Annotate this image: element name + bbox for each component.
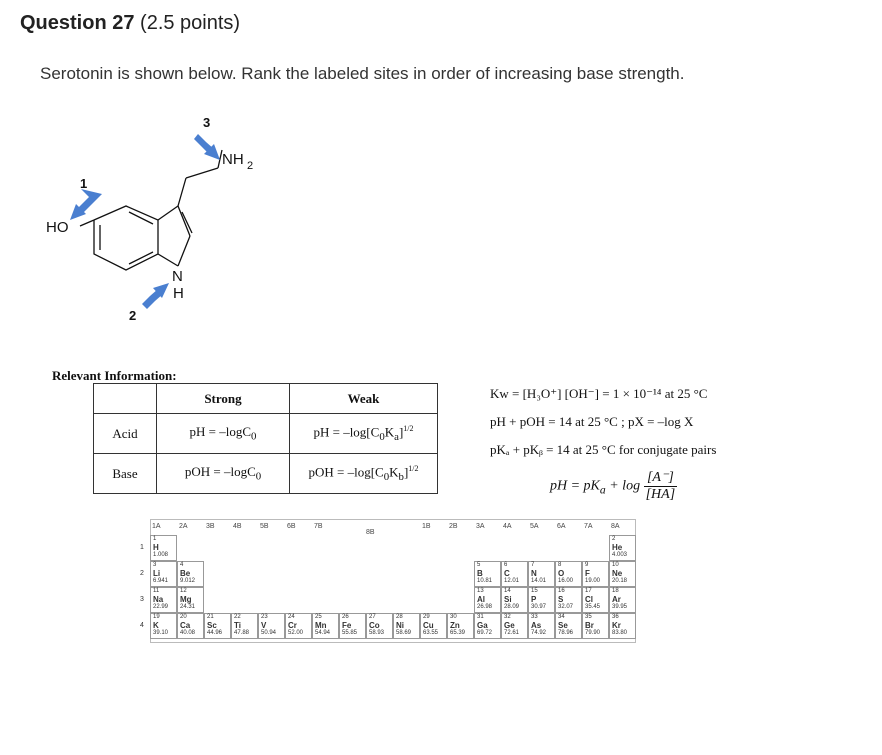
- period-number: 3: [140, 596, 144, 603]
- element-symbol: He: [612, 543, 623, 552]
- group-header: 1A: [152, 523, 161, 530]
- element-symbol: O: [558, 569, 565, 578]
- element-cell-na: [150, 587, 177, 613]
- element-cell-k: [150, 613, 177, 639]
- atomic-mass: 65.39: [450, 630, 466, 636]
- atomic-mass: 58.69: [396, 630, 412, 636]
- question-title: [20, 12, 240, 35]
- group-header: 4B: [233, 523, 242, 530]
- site-arrow-1: [70, 189, 102, 220]
- atomic-number: 26: [342, 614, 349, 620]
- element-cell-mg: [177, 587, 204, 613]
- element-cell-ti: [231, 613, 258, 639]
- element-symbol: Ge: [504, 621, 515, 630]
- ph-poh-equation: pH + pOH = 14 at 25 °C ; pX = –log X: [490, 414, 694, 429]
- atomic-number: 3: [153, 562, 157, 568]
- element-symbol: Mg: [180, 595, 192, 604]
- atomic-mass: 39.95: [612, 604, 628, 610]
- atomic-mass: 39.10: [153, 630, 169, 636]
- site-arrow-2: [142, 283, 169, 309]
- hh-numerator: [A⁻]: [644, 470, 678, 487]
- acid-weak-formula: pH = $-\log[C_0K_a]^{1/2}$: [290, 414, 438, 454]
- element-symbol: Br: [585, 621, 594, 630]
- atomic-number: 6: [504, 562, 508, 568]
- atomic-mass: 32.07: [558, 604, 574, 610]
- atomic-mass: 4.003: [612, 552, 628, 558]
- element-symbol: Be: [180, 569, 191, 578]
- atomic-mass: 14.01: [531, 578, 547, 584]
- element-cell-cu: [420, 613, 447, 639]
- element-cell-se: [555, 613, 582, 639]
- element-cell-ga: [474, 613, 501, 639]
- row-acid: Acid: [94, 414, 157, 454]
- group-header: 2B: [449, 523, 458, 530]
- element-cell-v: [258, 613, 285, 639]
- atomic-mass: 47.88: [234, 630, 250, 636]
- element-cell-cr: [285, 613, 312, 639]
- atomic-number: 14: [504, 588, 511, 594]
- atomic-number: 35: [585, 614, 592, 620]
- element-symbol: S: [558, 595, 564, 604]
- element-symbol: Cr: [288, 621, 297, 630]
- henderson-hasselbalch-equation: pH = $pK_a + \log$ $\frac{[A^-]}{[HA]}$: [550, 470, 676, 502]
- element-symbol: Ni: [396, 621, 404, 630]
- atomic-mass: 28.09: [504, 604, 520, 610]
- element-cell-o: [555, 561, 582, 587]
- ho-label: HO: [46, 219, 69, 236]
- atomic-mass: 20.18: [612, 578, 628, 584]
- element-cell-n: [528, 561, 555, 587]
- atomic-number: 10: [612, 562, 619, 568]
- atomic-number: 18: [612, 588, 619, 594]
- group-header: 6A: [557, 523, 566, 530]
- group-header: 2A: [179, 523, 188, 530]
- element-cell-ni: [393, 613, 420, 639]
- element-symbol: Mn: [315, 621, 327, 630]
- atomic-mass: 79.90: [585, 630, 601, 636]
- element-cell-co: [366, 613, 393, 639]
- group-header: 7A: [584, 523, 593, 530]
- atomic-number: 15: [531, 588, 538, 594]
- period-number: 1: [140, 544, 144, 551]
- group-header: 5A: [530, 523, 539, 530]
- element-cell-sc: [204, 613, 231, 639]
- atomic-number: 5: [477, 562, 481, 568]
- atomic-number: 32: [504, 614, 511, 620]
- serotonin-structure: [30, 108, 310, 328]
- col-weak: Weak: [290, 384, 438, 414]
- atomic-mass: 10.81: [477, 578, 493, 584]
- atomic-number: 7: [531, 562, 535, 568]
- question-points: (2.5 points): [134, 12, 241, 34]
- atomic-mass: 63.55: [423, 630, 439, 636]
- element-cell-mn: [312, 613, 339, 639]
- element-cell-br: [582, 613, 609, 639]
- atomic-mass: 22.99: [153, 604, 169, 610]
- pka-pkb-equation: pKₐ + pKᵦ = 14 at 25 °C for conjugate pairs: [490, 442, 717, 457]
- element-symbol: Sc: [207, 621, 217, 630]
- atomic-number: 24: [288, 614, 295, 620]
- group-header: 4A: [503, 523, 512, 530]
- element-symbol: Ga: [477, 621, 488, 630]
- atomic-mass: 54.94: [315, 630, 331, 636]
- group-header: 3A: [476, 523, 485, 530]
- element-cell-he: [609, 535, 636, 561]
- element-cell-ar: [609, 587, 636, 613]
- group-header: 1B: [422, 523, 431, 530]
- element-cell-h: [150, 535, 177, 561]
- element-symbol: N: [531, 569, 537, 578]
- nh2-subscript: 2: [247, 160, 254, 172]
- h-label: H: [173, 285, 184, 302]
- element-cell-b: [474, 561, 501, 587]
- element-cell-fe: [339, 613, 366, 639]
- hh-denominator: [HA]: [645, 487, 676, 502]
- atomic-number: 19: [153, 614, 160, 620]
- element-cell-al: [474, 587, 501, 613]
- element-symbol: Zn: [450, 621, 460, 630]
- group-header: 8B: [366, 529, 375, 536]
- base-strong-formula: pOH = –logC$_0$: [157, 454, 290, 494]
- relevant-info-heading: Relevant Information:: [52, 368, 177, 383]
- atomic-mass: 83.80: [612, 630, 628, 636]
- atomic-number: 28: [396, 614, 403, 620]
- element-symbol: C: [504, 569, 510, 578]
- element-symbol: Kr: [612, 621, 621, 630]
- group-header: 8A: [611, 523, 620, 530]
- element-cell-zn: [447, 613, 474, 639]
- atomic-mass: 40.08: [180, 630, 196, 636]
- element-cell-ne: [609, 561, 636, 587]
- n-label: N: [172, 268, 183, 285]
- element-cell-kr: [609, 613, 636, 639]
- element-cell-be: [177, 561, 204, 587]
- element-symbol: As: [531, 621, 542, 630]
- atomic-mass: 78.96: [558, 630, 574, 636]
- element-cell-p: [528, 587, 555, 613]
- period-number: 4: [140, 622, 144, 629]
- element-symbol: Se: [558, 621, 568, 630]
- atomic-mass: 24.31: [180, 604, 196, 610]
- element-cell-c: [501, 561, 528, 587]
- atomic-number: 1: [153, 536, 157, 542]
- atomic-number: 21: [207, 614, 214, 620]
- atomic-number: 23: [261, 614, 268, 620]
- atomic-mass: 50.94: [261, 630, 277, 636]
- atomic-number: 20: [180, 614, 187, 620]
- question-prompt: Serotonin is shown below. Rank the labeled sites in order of increasing base strength.: [40, 64, 685, 83]
- atomic-number: 11: [153, 588, 160, 594]
- element-symbol: Fe: [342, 621, 352, 630]
- element-symbol: Ti: [234, 621, 241, 630]
- element-cell-cl: [582, 587, 609, 613]
- element-symbol: Na: [153, 595, 164, 604]
- atomic-number: 33: [531, 614, 538, 620]
- ph-formula-table: [93, 383, 438, 494]
- element-cell-s: [555, 587, 582, 613]
- equations-block: [490, 380, 716, 464]
- atomic-mass: 12.01: [504, 578, 520, 584]
- atomic-mass: 72.61: [504, 630, 520, 636]
- atomic-mass: 9.012: [180, 578, 196, 584]
- site-label-1: 1: [80, 176, 88, 191]
- element-cell-as: [528, 613, 555, 639]
- group-header: 6B: [287, 523, 296, 530]
- atomic-number: 13: [477, 588, 484, 594]
- element-symbol: P: [531, 595, 537, 604]
- nh2-label: NH: [222, 151, 244, 168]
- atomic-mass: 1.008: [153, 552, 169, 558]
- period-number: 2: [140, 570, 144, 577]
- atomic-mass: 69.72: [477, 630, 493, 636]
- atomic-number: 4: [180, 562, 184, 568]
- atomic-mass: 16.00: [558, 578, 574, 584]
- element-cell-ca: [177, 613, 204, 639]
- atomic-mass: 19.00: [585, 578, 601, 584]
- atomic-mass: 74.92: [531, 630, 547, 636]
- atomic-number: 8: [558, 562, 562, 568]
- row-base: Base: [94, 454, 157, 494]
- element-symbol: Co: [369, 621, 380, 630]
- atomic-mass: 55.85: [342, 630, 358, 636]
- atomic-number: 36: [612, 614, 619, 620]
- atomic-number: 27: [369, 614, 376, 620]
- element-symbol: Cl: [585, 595, 593, 604]
- element-cell-f: [582, 561, 609, 587]
- site-arrow-3: [194, 134, 220, 160]
- element-symbol: Cu: [423, 621, 434, 630]
- element-symbol: Li: [153, 569, 161, 578]
- atomic-number: 34: [558, 614, 565, 620]
- element-symbol: Ca: [180, 621, 191, 630]
- atomic-number: 17: [585, 588, 592, 594]
- atomic-mass: 44.96: [207, 630, 223, 636]
- group-header: 3B: [206, 523, 215, 530]
- atomic-number: 16: [558, 588, 565, 594]
- base-weak-formula: pOH = $-\log[C_0K_b]^{1/2}$: [290, 454, 438, 494]
- atomic-mass: 58.93: [369, 630, 385, 636]
- element-symbol: Si: [504, 595, 512, 604]
- question-number: Question 27: [20, 12, 135, 34]
- element-symbol: V: [261, 621, 267, 630]
- atomic-number: 25: [315, 614, 322, 620]
- element-symbol: Ne: [612, 569, 623, 578]
- element-symbol: F: [585, 569, 590, 578]
- atomic-mass: 35.45: [585, 604, 601, 610]
- element-symbol: H: [153, 543, 159, 552]
- acid-strong-formula: pH = –logC$_0$: [157, 414, 290, 454]
- atomic-number: 31: [477, 614, 484, 620]
- site-label-3: 3: [203, 115, 211, 130]
- atomic-number: 2: [612, 536, 616, 542]
- atomic-number: 22: [234, 614, 241, 620]
- table-corner: [94, 384, 157, 414]
- element-cell-si: [501, 587, 528, 613]
- element-symbol: Al: [477, 595, 485, 604]
- element-symbol: Ar: [612, 595, 621, 604]
- atomic-mass: 26.98: [477, 604, 493, 610]
- element-cell-li: [150, 561, 177, 587]
- atomic-number: 9: [585, 562, 589, 568]
- element-symbol: K: [153, 621, 159, 630]
- atomic-mass: 6.941: [153, 578, 169, 584]
- element-cell-ge: [501, 613, 528, 639]
- group-header: 5B: [260, 523, 269, 530]
- site-label-2: 2: [129, 308, 137, 323]
- atomic-number: 30: [450, 614, 457, 620]
- group-header: 7B: [314, 523, 323, 530]
- atomic-number: 29: [423, 614, 430, 620]
- kw-equation: Kw = [H₃O⁺] [OH⁻] = 1 × 10⁻¹⁴ at 25 °C: [490, 386, 708, 401]
- atomic-mass: 52.00: [288, 630, 304, 636]
- atomic-number: 12: [180, 588, 187, 594]
- atomic-mass: 30.97: [531, 604, 547, 610]
- element-symbol: B: [477, 569, 483, 578]
- col-strong: Strong: [157, 384, 290, 414]
